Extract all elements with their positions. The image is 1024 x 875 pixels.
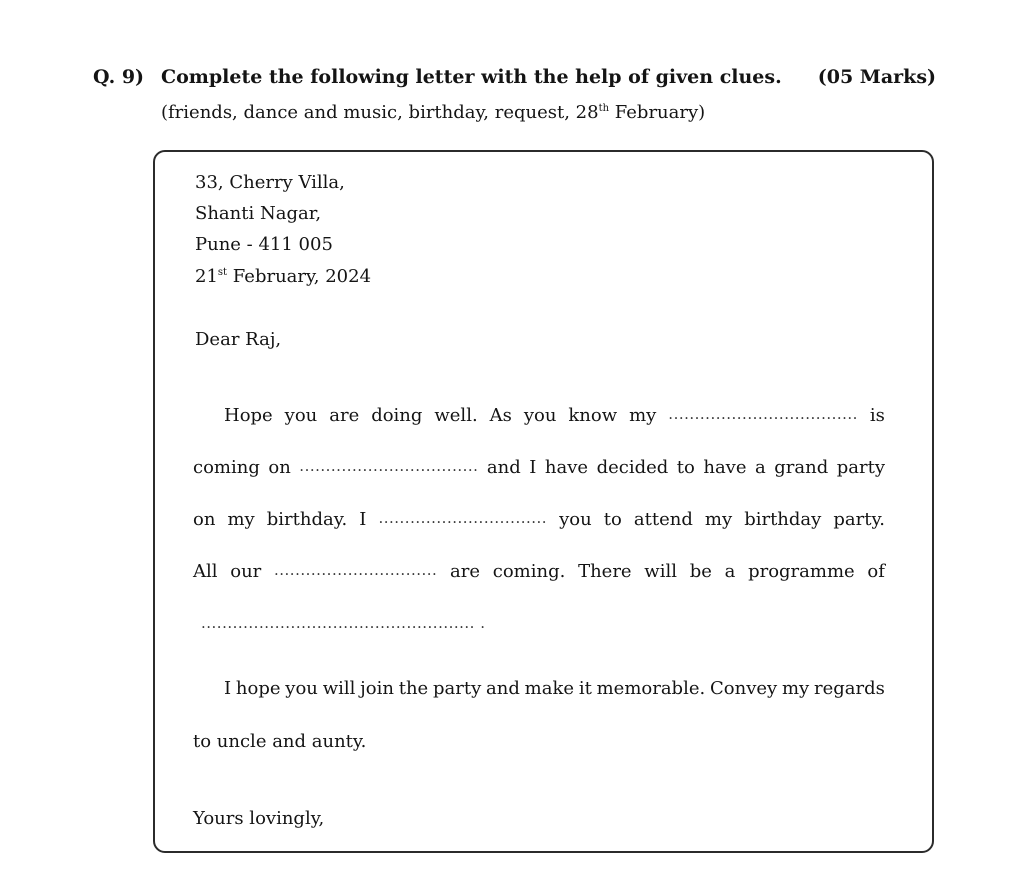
salutation: Dear Raj, — [195, 329, 282, 350]
blank-dance-music: .................................................... . — [201, 614, 486, 632]
word: of — [867, 561, 885, 582]
word: As — [489, 405, 512, 426]
date-superscript: st — [217, 267, 228, 278]
word: my — [781, 678, 810, 699]
word: it — [578, 678, 592, 699]
word: will — [322, 678, 356, 699]
closing: Yours lovingly, — [193, 808, 325, 829]
body-line-3 — [193, 509, 885, 530]
question-marks: (05 Marks) — [817, 66, 936, 88]
word: my — [629, 405, 657, 426]
blank-request: ................................ — [378, 509, 548, 527]
word: regards — [814, 678, 885, 699]
word: have — [544, 457, 589, 478]
word: party — [836, 457, 885, 478]
word: decided — [596, 457, 669, 478]
address-line-2: Shanti Nagar, — [195, 203, 322, 224]
word: my — [227, 509, 255, 530]
word: There — [578, 561, 632, 582]
word: Convey — [710, 678, 778, 699]
word: join — [360, 678, 394, 699]
address-line-3: Pune - 411 005 — [195, 234, 333, 255]
word: is — [869, 405, 885, 426]
word: birthday. — [266, 509, 348, 530]
word: are — [329, 405, 360, 426]
word: coming — [193, 457, 260, 478]
word: know — [568, 405, 618, 426]
clues-superscript: th — [598, 103, 610, 114]
word: memorable. — [596, 678, 706, 699]
date-day: 21 — [195, 266, 218, 287]
word: are — [450, 561, 481, 582]
address-line-1: 33, Cherry Villa, — [195, 172, 345, 193]
word: on — [268, 457, 291, 478]
body-para2-line-2: to uncle and aunty. — [193, 731, 367, 752]
word: on — [193, 509, 216, 530]
word: a — [755, 457, 766, 478]
body-para2-line-1 — [224, 678, 885, 699]
question-instruction: Complete the following letter with the help of given clues. — [161, 66, 782, 88]
body-line-1 — [224, 405, 885, 426]
letter-date — [195, 266, 371, 287]
word: you — [285, 678, 318, 699]
word: grand — [774, 457, 829, 478]
question-number: Q. 9) — [93, 66, 145, 88]
word: All — [193, 561, 218, 582]
word: party. — [833, 509, 885, 530]
word: I — [529, 457, 537, 478]
word: will — [644, 561, 677, 582]
blank-birthday: .................................... — [668, 405, 858, 423]
word: and — [486, 457, 521, 478]
word: have — [703, 457, 747, 478]
word: you — [559, 509, 592, 530]
word: to — [603, 509, 622, 530]
word: I — [359, 509, 367, 530]
word: Hope — [224, 405, 273, 426]
word: party — [432, 678, 482, 699]
blank-friends: ............................... — [274, 561, 438, 579]
question-header — [93, 66, 938, 94]
word: hope — [235, 678, 281, 699]
word: programme — [748, 561, 855, 582]
word: make — [524, 678, 575, 699]
word: well. — [434, 405, 478, 426]
clues-prefix: (friends, dance and music, birthday, request, 28 — [161, 102, 599, 123]
body-line-2 — [193, 457, 885, 478]
date-rest: February, 2024 — [227, 266, 372, 287]
word: a — [724, 561, 736, 582]
word: you — [523, 405, 557, 426]
word: attend — [633, 509, 693, 530]
word: the — [398, 678, 429, 699]
word: doing — [371, 405, 423, 426]
word: birthday — [744, 509, 822, 530]
word: coming. — [492, 561, 566, 582]
word: to — [676, 457, 695, 478]
blank-date: .................................. — [299, 457, 479, 475]
word: our — [230, 561, 262, 582]
clues-suffix: February) — [609, 102, 706, 123]
clues-line — [161, 102, 705, 123]
body-line-4 — [193, 561, 885, 582]
word: and — [486, 678, 520, 699]
word: be — [689, 561, 712, 582]
word: my — [704, 509, 733, 530]
word: you — [284, 405, 318, 426]
word: I — [224, 678, 232, 699]
